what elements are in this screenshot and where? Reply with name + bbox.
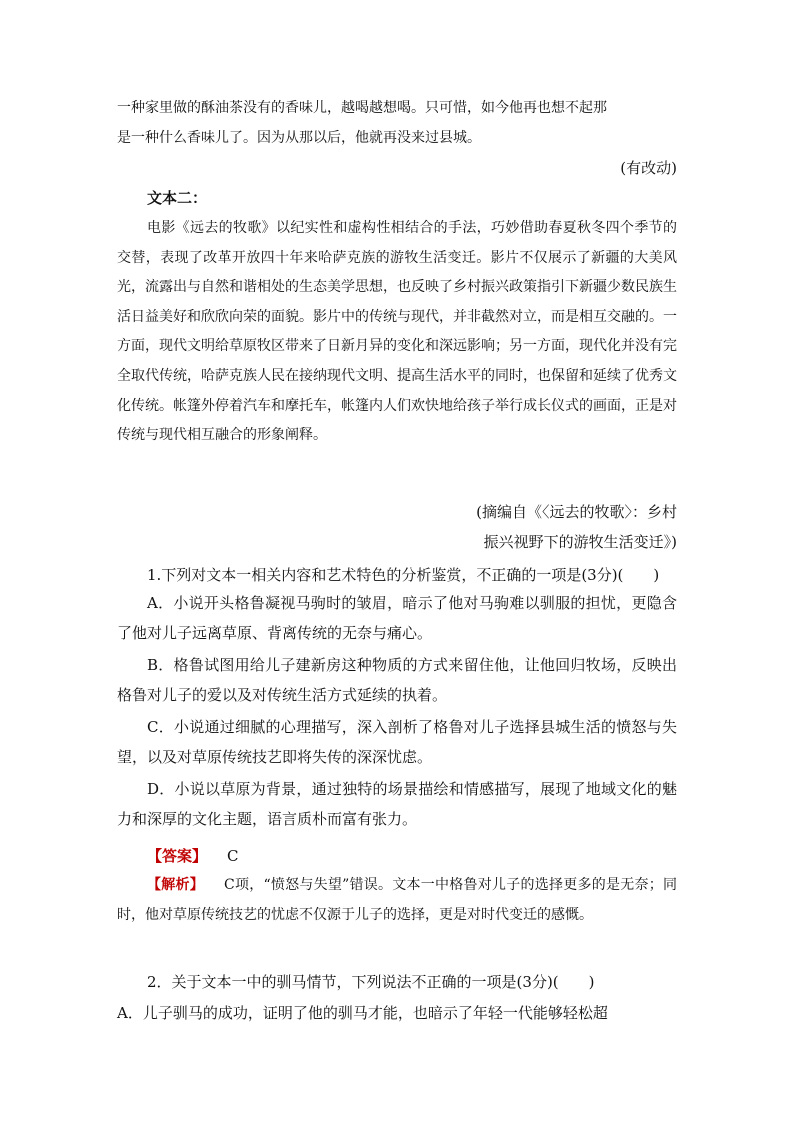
question-1-option-c: C．小说通过细腻的心理描写，深入剖析了格鲁对儿子选择县城生活的愤怒与失望，以及对草原传统技艺即将失传的深深忧虑。: [117, 718, 677, 767]
question-1-option-d: D．小说以草原为背景，通过独特的场景描绘和情感描写，展现了地域文化的魅力和深厚的文化主题，语言质朴而富有张力。: [117, 780, 677, 829]
analysis-text: C项，“愤怒与失望”错误。文本一中格鲁对儿子的选择更多的是无奈；同时，他对草原传统技艺的忧虑不仅源于儿子的选择，更是对时代变迁的感慨。: [117, 877, 677, 923]
question-2-stem: 2．关于文本一中的驯马情节，下列说法不正确的一项是(3分)( ): [147, 973, 595, 991]
text1-source-note: (有改动): [620, 159, 677, 177]
answer-label: 【答案】: [147, 847, 208, 865]
text2-source-line-2: 振兴视野下的游牧生活变迁》): [483, 533, 677, 551]
analysis-label: 【解析】: [147, 877, 204, 893]
question-1-option-a: A．小说开头格鲁凝视马驹时的皱眉，暗示了他对马驹难以驯服的担忧，更隐含了他对儿子远离草原、背离传统的无奈与痛心。: [117, 594, 677, 643]
answer-value: C: [227, 847, 239, 865]
text1-line-2: 是一种什么香味儿了。因为从那以后，他就再没来过县城。: [117, 130, 481, 146]
question-1-stem: 1.下列对文本一相关内容和艺术特色的分析鉴赏，不正确的一项是(3分)( ): [147, 566, 660, 584]
text2-body: 电影《远去的牧歌》以纪实性和虚构性相结合的手法，巧妙借助春夏秋冬四个季节的交替，表现了改革开放四十年来哈萨克族的游牧生活变迁。影片不仅展示了新疆的大美风光，流露出与自然和谐相处的生态美学思想，也反映了乡村振兴政策指引下新疆少数民族生活日益美好和欣欣向荣的面貌。影片中的传统与现代，并非截然对立，而是相互交融的。一方面，现代文明给草原牧区带来了日新月异的变化和深远影响；另一方面，现代化并没有完全取代传统，哈萨克族人民在接纳现代文明、提高生活水平的同时，也保留和延续了优秀文化传统。帐篷外停着汽车和摩托车，帐篷内人们欢快地给孩子举行成长仪式的画面，正是对传统与现代相互融合的形象阐释。: [117, 220, 677, 444]
question-1-answer: [147, 846, 547, 866]
text2-source-line-1: (摘编自《〈远去的牧歌〉：乡村: [476, 503, 677, 521]
question-1-analysis: [117, 870, 677, 930]
text2-heading: 文本二：: [147, 189, 208, 207]
text1-line-1: 一种家里做的酥油茶没有的香味儿，越喝越想喝。只可惜，如今他再也想不起那: [117, 100, 607, 116]
question-1-option-b: B．格鲁试图用给儿子建新房这种物质的方式来留住他，让他回归牧场，反映出格鲁对儿子的爱以及对传统生活方式延续的执着。: [117, 656, 677, 705]
question-2-option-a-partial: A．儿子驯马的成功，证明了他的驯马才能，也暗示了年轻一代能够轻松超: [117, 1004, 608, 1022]
